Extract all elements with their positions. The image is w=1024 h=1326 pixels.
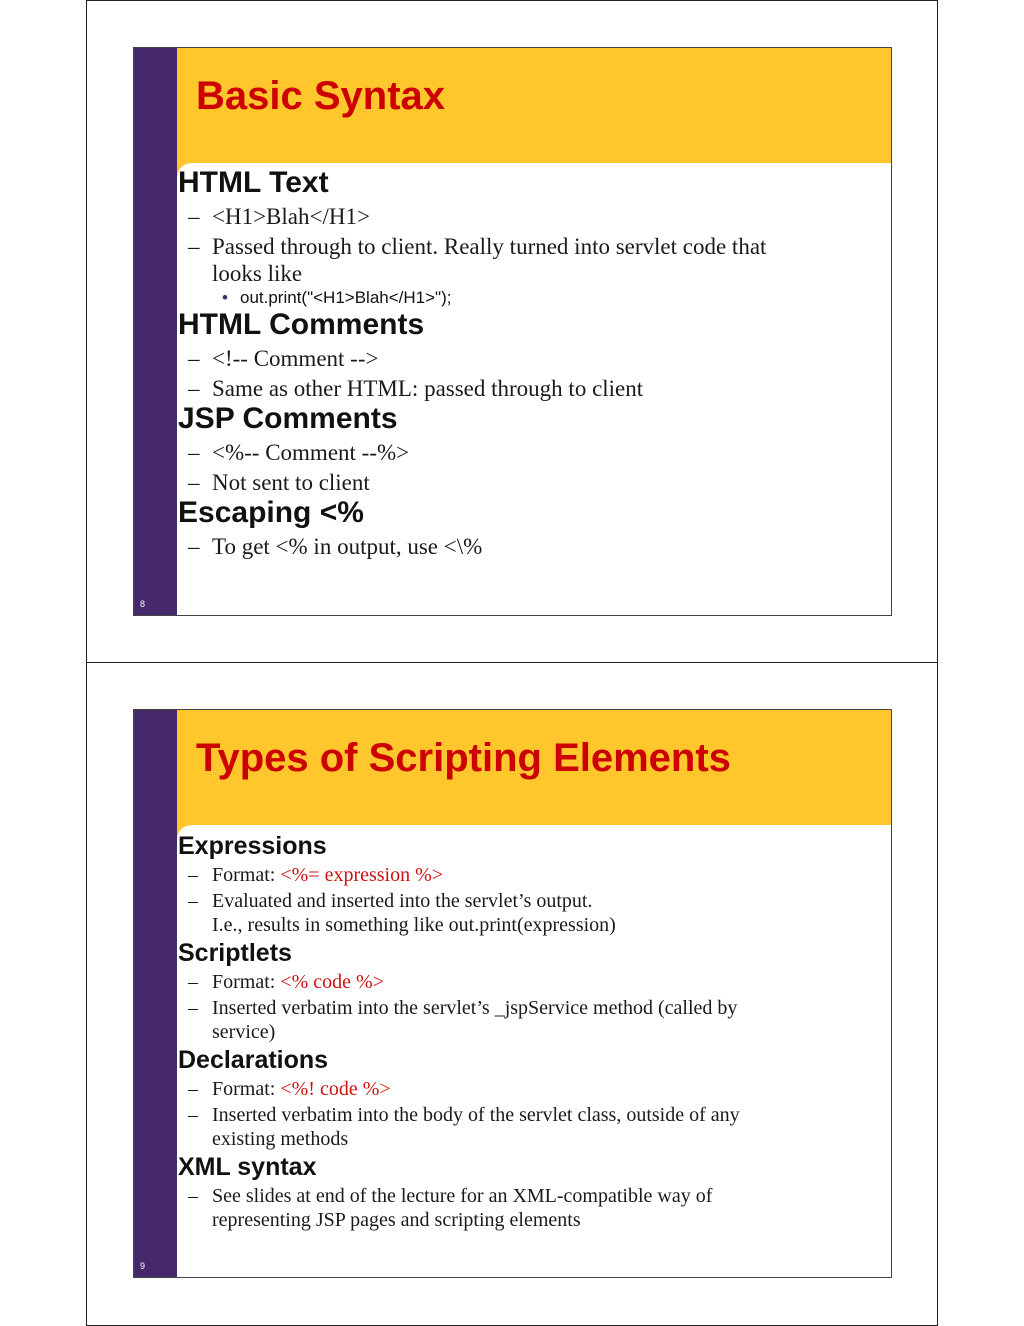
sub-sub-item — [144, 288, 883, 308]
slide-title: Basic Syntax — [196, 74, 446, 118]
bullet-item — [144, 402, 883, 436]
dash-icon: – — [188, 234, 200, 259]
sub-item-text: Inserted verbatim into the servlet’s _jspService method (called by service) — [212, 997, 738, 1043]
bullet-icon: • — [150, 496, 161, 529]
dash-icon: – — [188, 534, 200, 559]
bullet-icon: • — [150, 308, 161, 341]
dash-icon: – — [188, 997, 198, 1019]
bullet-list — [134, 830, 883, 1232]
sub-item-text: Same as other HTML: passed through to client — [212, 376, 644, 401]
sub-item — [144, 439, 883, 466]
bullet-label: Escaping <% — [178, 496, 364, 529]
sub-item — [144, 375, 883, 402]
sub-item-prefix: Format: — [212, 864, 281, 886]
sub-item — [144, 1103, 772, 1151]
sub-item — [144, 345, 883, 372]
sub-item — [144, 469, 883, 496]
dash-icon: – — [188, 890, 198, 912]
sub-item-prefix: Format: — [212, 971, 281, 993]
bullet-label: HTML Text — [178, 166, 329, 199]
sub-item — [144, 970, 883, 994]
bullet-icon: • — [150, 166, 161, 199]
code-format: <% code %> — [280, 971, 384, 993]
slide-title: Types of Scripting Elements — [196, 736, 731, 780]
dash-icon: – — [188, 1078, 198, 1100]
sub-item — [144, 203, 883, 230]
bullet-item — [144, 308, 883, 342]
bullet-label: Expressions — [178, 832, 327, 860]
sub-item-text: <H1>Blah</H1> — [212, 204, 370, 229]
sub-item — [144, 233, 772, 287]
sub-item — [144, 889, 883, 937]
slide-number: 8 — [140, 599, 146, 609]
slide-number: 9 — [140, 1261, 146, 1271]
dash-icon: – — [188, 1104, 198, 1126]
sub-item-line-2: I.e., results in something like out.print(expression) — [212, 914, 616, 936]
dash-icon: – — [188, 864, 198, 886]
bullet-item — [144, 939, 883, 968]
bullet-icon: • — [150, 832, 159, 860]
bullet-item — [144, 832, 883, 861]
bullet-label: Declarations — [178, 1046, 329, 1074]
bullet-icon: • — [150, 402, 161, 435]
bullet-item — [144, 1046, 883, 1075]
dash-icon: – — [188, 376, 200, 401]
sub-item — [144, 1184, 772, 1232]
bullet-item — [144, 166, 883, 200]
dash-icon: – — [188, 440, 200, 465]
dash-icon: – — [188, 1185, 198, 1207]
bullet-label: Scriptlets — [178, 939, 292, 967]
sub-item-prefix: Format: — [212, 1078, 281, 1100]
bullet-icon: • — [150, 1153, 159, 1181]
sub-item-text: <!-- Comment --> — [212, 346, 379, 371]
dash-icon: – — [188, 971, 198, 993]
dash-icon: – — [188, 204, 200, 229]
bullet-icon: • — [150, 939, 159, 967]
sub-item-text: <%-- Comment --%> — [212, 440, 410, 465]
sub-item-line-1: Evaluated and inserted into the servlet’s output. — [212, 890, 593, 912]
sub-item-text: Not sent to client — [212, 470, 370, 495]
code-format: <%! code %> — [280, 1078, 391, 1100]
code-format: <%= expression %> — [280, 864, 444, 886]
sub-item-text: Inserted verbatim into the body of the servlet class, outside of any existing methods — [212, 1104, 740, 1150]
bullet-item — [144, 496, 883, 530]
sub-item — [144, 1077, 883, 1101]
slide-basic-syntax — [133, 47, 892, 616]
slide-types-of-scripting-elements — [133, 709, 892, 1278]
bullet-icon: • — [222, 288, 228, 307]
sub-item-text: Passed through to client. Really turned into servlet code that looks like — [212, 234, 767, 286]
bullet-icon: • — [150, 1046, 159, 1074]
bullet-label: HTML Comments — [178, 308, 425, 341]
sub-item — [144, 533, 883, 560]
dash-icon: – — [188, 346, 200, 371]
sub-sub-item-text: out.print("<H1>Blah</H1>"); — [240, 288, 452, 307]
bullet-label: JSP Comments — [178, 402, 398, 435]
bullet-item — [144, 1153, 883, 1182]
sub-item — [144, 863, 883, 887]
sub-item — [144, 996, 772, 1044]
bullet-label: XML syntax — [178, 1153, 317, 1181]
sub-item-text: See slides at end of the lecture for an XML-compatible way of representing JSP pages and scripting elements — [212, 1185, 713, 1231]
dash-icon: – — [188, 470, 200, 495]
sub-item-text: To get <% in output, use <\% — [212, 534, 483, 559]
bullet-list — [134, 166, 883, 560]
